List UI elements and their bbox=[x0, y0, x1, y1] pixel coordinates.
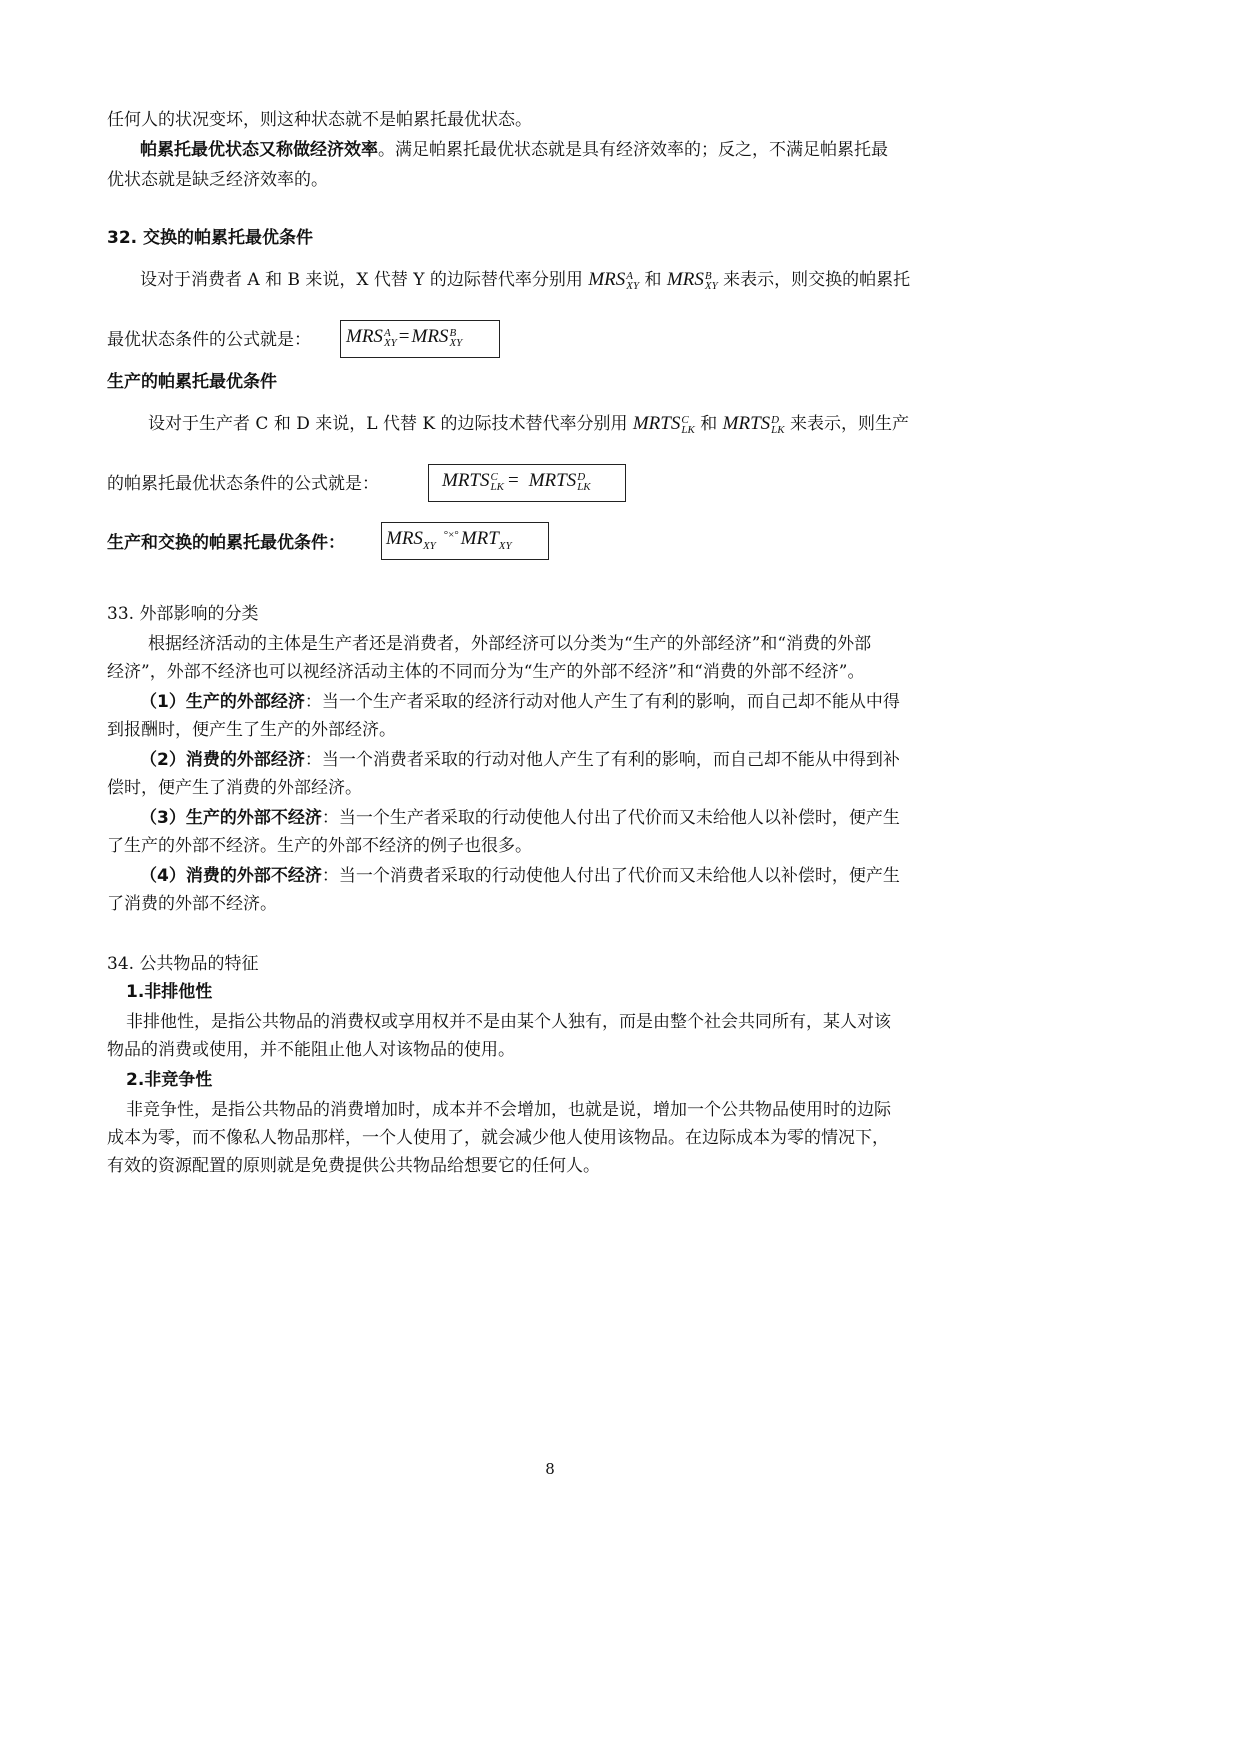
combined-heading: 生产和交换的帕累托最优条件： bbox=[107, 533, 345, 553]
item-4-cont: 了消费的外部不经济。 bbox=[107, 894, 277, 914]
formula-mrts-d: MRTS D LK bbox=[722, 413, 785, 436]
exchange-condition-label: 最优状态条件的公式就是： bbox=[107, 330, 311, 350]
production-heading: 生产的帕累托最优条件 bbox=[107, 372, 277, 392]
efficiency-bold: 帕累托最优状态又称做经济效率 bbox=[140, 140, 378, 160]
item-3-cont: 了生产的外部不经济。生产的外部不经济的例子也很多。 bbox=[107, 836, 532, 856]
section-34-heading: 34. 公共物品的特征 bbox=[107, 954, 259, 974]
page-number: 8 bbox=[545, 1460, 555, 1478]
non-excludability-paragraph: 非排他性，是指公共物品的消费权或享用权并不是由某个人独有，而是由整个社会共同所有，某人对该 bbox=[126, 1012, 891, 1032]
item-2: （2）消费的外部经济：当一个消费者采取的行动对他人产生了有利的影响，而自己却不能从中得到补 bbox=[140, 750, 900, 770]
non-excludability-heading: 1.非排他性 bbox=[126, 982, 213, 1002]
externality-paragraph-cont: 经济”，外部不经济也可以视经济活动主体的不同而分为“生产的外部不经济”和“消费的外部不经济”。 bbox=[107, 662, 865, 682]
production-condition-label: 的帕累托最优状态条件的公式就是： bbox=[107, 474, 379, 494]
item-1-cont: 到报酬时，便产生了生产的外部经济。 bbox=[107, 720, 396, 740]
intro-line: 任何人的状况变坏，则这种状态就不是帕累托最优状态。 bbox=[107, 110, 532, 130]
formula-mrts-c: MRTS C LK bbox=[632, 413, 695, 436]
exchange-formula: MRS A XY = MRS B XY bbox=[346, 326, 463, 349]
item-4: （4）消费的外部不经济：当一个消费者采取的行动使他人付出了代价而又未给他人以补偿时，便产生 bbox=[140, 866, 900, 886]
non-rivalry-paragraph: 非竞争性，是指公共物品的消费增加时，成本并不会增加，也就是说，增加一个公共物品使用时的边际 bbox=[126, 1100, 891, 1120]
externality-paragraph: 根据经济活动的主体是生产者还是消费者，外部经济可以分类为“生产的外部经济”和“消费的外部 bbox=[148, 634, 872, 654]
formula-mrs-b: MRS B XY bbox=[666, 269, 718, 292]
section-32-heading: 32. 交换的帕累托最优条件 bbox=[107, 228, 314, 248]
non-rivalry-heading: 2.非竞争性 bbox=[126, 1070, 213, 1090]
item-1: （1）生产的外部经济：当一个生产者采取的经济行动对他人产生了有利的影响，而自己却不能从中得 bbox=[140, 692, 900, 712]
non-rivalry-paragraph-cont2: 有效的资源配置的原则就是免费提供公共物品给想要它的任何人。 bbox=[107, 1156, 600, 1176]
production-formula: MRTS C LK = MRTS D LK bbox=[442, 470, 591, 493]
efficiency-paragraph-cont: 优状态就是缺乏经济效率的。 bbox=[107, 170, 328, 190]
non-excludability-paragraph-cont: 物品的消费或使用，并不能阻止他人对该物品的使用。 bbox=[107, 1040, 515, 1060]
efficiency-paragraph: 帕累托最优状态又称做经济效率。满足帕累托最优状态就是具有经济效率的；反之，不满足帕累托最 bbox=[140, 140, 888, 160]
section-33-heading: 33. 外部影响的分类 bbox=[107, 604, 259, 624]
production-paragraph: 设对于生产者 C 和 D 来说，L 代替 K 的边际技术替代率分别用 MRTS C LK 和 MRTS D LK 来表示，则生产 bbox=[148, 413, 910, 436]
non-rivalry-paragraph-cont1: 成本为零，而不像私人物品那样，一个人使用了，就会减少他人使用该物品。在边际成本为零的情况下， bbox=[107, 1128, 889, 1148]
formula-mrs-a: MRS A XY bbox=[588, 269, 640, 292]
combined-formula: $MRS_{XY}^{^\circ\times^\circ}$ $MRT_{XY}$ bbox=[386, 528, 512, 552]
item-2-cont: 偿时，便产生了消费的外部经济。 bbox=[107, 778, 362, 798]
item-3: （3）生产的外部不经济：当一个生产者采取的行动使他人付出了代价而又未给他人以补偿时，便产生 bbox=[140, 808, 900, 828]
exchange-paragraph: 设对于消费者 A 和 B 来说，X 代替 Y 的边际替代率分别用 MRS A XY 和 MRS B XY 来表示，则交换的帕累托 bbox=[140, 269, 911, 292]
